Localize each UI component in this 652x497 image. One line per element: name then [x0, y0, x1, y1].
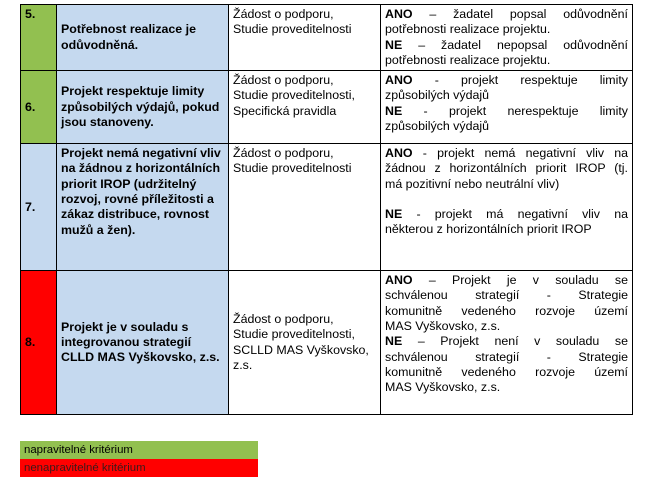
evaluation-line: komunitně vedeného rozvoje území	[385, 303, 628, 318]
source-line: z.s.	[233, 357, 253, 372]
source-line: Žádost o podporu,	[233, 312, 334, 327]
evaluation-line: potřebnosti realizace projektu.	[385, 52, 551, 67]
evaluation-line: ANO - projekt nemá negativní vliv na	[385, 146, 628, 161]
ano-label: ANO	[385, 73, 413, 88]
criterion-name: Potřebnost realizace je odůvodněná.	[57, 5, 229, 71]
evaluation-line: MAS Vyškovsko, z.s.	[385, 319, 501, 334]
table-row	[21, 71, 633, 144]
criterion-number: 8.	[21, 271, 57, 415]
criterion-evaluation	[381, 5, 633, 71]
evaluation-line: MAS Vyškovsko, z.s.	[385, 380, 501, 395]
criterion-sources	[229, 144, 381, 271]
source-line: Studie proveditelnosti,	[233, 88, 355, 103]
evaluation-line: ANO – žadatel popsal odůvodnění	[385, 7, 629, 21]
source-line: Studie proveditelnosti	[233, 22, 352, 37]
criterion-evaluation	[381, 71, 633, 144]
evaluation-line: NE - projekt nerespektuje limity	[385, 103, 628, 118]
evaluation-line: má pozitivní nebo neutrální vliv)	[385, 176, 560, 191]
source-line: Žádost o podporu,	[233, 146, 334, 161]
table-row	[21, 271, 633, 415]
evaluation-line: některou z horizontálních priorit IROP	[385, 222, 592, 237]
criterion-sources	[229, 5, 381, 71]
ano-label: ANO	[385, 273, 413, 288]
criterion-sources	[229, 71, 381, 144]
evaluation-line: ANO – Projekt je v souladu se	[385, 273, 628, 288]
ano-label: ANO	[385, 146, 413, 161]
criterion-name: Projekt nemá negativní vliv na žádnou z horizontálních priorit IROP (udržitelný rozvoj, rovné příležitosti a zákaz distribuce, rovnost mužů a žen).	[57, 144, 229, 271]
legend-fixable: napravitelné kritérium	[20, 441, 258, 459]
evaluation-line: způsobilých výdajů	[385, 88, 490, 103]
evaluation-line: NE – žadatel nepopsal odůvodnění	[385, 37, 628, 52]
criterion-evaluation	[381, 144, 633, 271]
criterion-number: 7.	[21, 144, 57, 271]
evaluation-line: žádnou z horizontálních priorit IROP (tj.	[385, 161, 628, 176]
source-line: Specifická pravidla	[233, 103, 337, 118]
criterion-evaluation	[381, 271, 633, 415]
ano-label: ANO	[385, 7, 413, 21]
evaluation-line: ANO - projekt respektuje limity	[385, 73, 628, 88]
criteria-table	[20, 4, 633, 415]
source-line: SCLLD MAS Vyškovsko,	[233, 342, 369, 357]
source-line: Žádost o podporu,	[233, 73, 334, 88]
criterion-number: 6.	[21, 71, 57, 144]
evaluation-line: NE - projekt má negativní vliv na	[385, 207, 628, 222]
evaluation-line: schválenou strategií - Strategie	[385, 349, 628, 364]
spacer	[385, 192, 628, 207]
criterion-name: Projekt respektuje limity způsobilých výdajů, pokud jsou stanoveny.	[57, 71, 229, 144]
ne-label: NE	[385, 103, 403, 118]
evaluation-line: potřebnosti realizace projektu.	[385, 22, 551, 37]
ne-label: NE	[385, 207, 403, 222]
source-line: Studie proveditelnosti,	[233, 327, 355, 342]
criterion-number: 5.	[21, 5, 57, 71]
table-row	[21, 144, 633, 271]
criterion-sources	[229, 271, 381, 415]
source-line: Žádost o podporu,	[233, 7, 334, 21]
legend-unfixable: nenapravitelné kritérium	[20, 459, 258, 477]
ne-label: NE	[385, 37, 403, 52]
evaluation-line: způsobilých výdajů	[385, 119, 490, 134]
source-line: Studie proveditelnosti	[233, 161, 352, 176]
evaluation-line: schválenou strategií - Strategie	[385, 288, 628, 303]
evaluation-line: NE – Projekt není v souladu se	[385, 334, 628, 349]
evaluation-line: komunitně vedeného rozvoje území	[385, 364, 628, 379]
table-row	[21, 5, 633, 71]
ne-label: NE	[385, 334, 403, 349]
criterion-name: Projekt je v souladu s integrovanou strategií CLLD MAS Vyškovsko, z.s.	[57, 271, 229, 415]
